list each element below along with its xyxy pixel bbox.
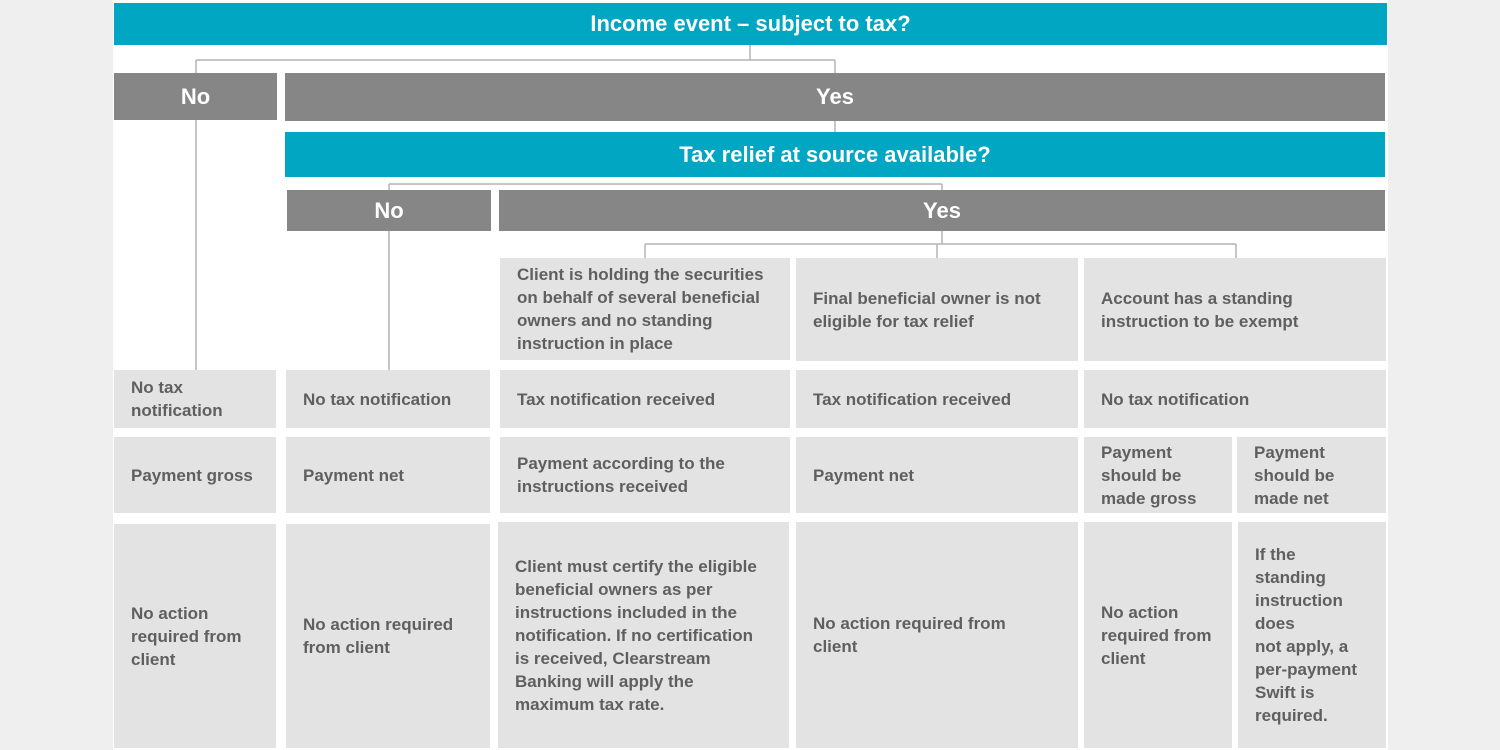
question-income-event: [114, 3, 1387, 45]
condition-standing-instruction-text: Account has a standing instruction to be exempt: [1101, 288, 1299, 331]
action-text-3: Client must certify the eligible beneficial owners as per instructions included in the notification. If no certification is received, Clearstream Banking will apply the maximum tax rate.: [515, 556, 757, 714]
payment-text-2: Payment net: [303, 465, 405, 485]
condition-not-eligible: [796, 258, 1078, 361]
payment-cell-5b: [1237, 437, 1386, 513]
notification-cell-3: [500, 370, 790, 428]
branch-yes-1-label: Yes: [816, 84, 854, 109]
condition-several-owners: [500, 258, 790, 360]
notification-cell-1: [114, 370, 276, 428]
branch-no-2-label: No: [374, 197, 404, 223]
branch-yes-1: [285, 73, 1385, 121]
action-cell-5b: [1238, 522, 1386, 748]
branch-no-2: [287, 190, 491, 231]
payment-text-5a: Payment should be made gross: [1101, 442, 1197, 508]
payment-text-3: Payment according to the instructions received: [517, 454, 725, 496]
payment-text-1: Payment gross: [131, 465, 253, 485]
condition-not-eligible-text: Final beneficial owner is not eligible for tax relief: [813, 288, 1041, 331]
notification-text-2: No tax notification: [303, 389, 452, 409]
branch-no-1: [114, 73, 277, 120]
question-income-event-label: Income event – subject to tax?: [590, 11, 911, 36]
action-cell-4: [796, 522, 1078, 748]
action-text-5b: If the standing instruction does not apply, a per-payment Swift is required.: [1255, 545, 1358, 725]
payment-cell-4: [796, 437, 1078, 513]
payment-text-5b: Payment should be made net: [1254, 442, 1335, 508]
question-tax-relief-label: Tax relief at source available?: [679, 141, 991, 167]
branch-yes-2: [499, 190, 1385, 231]
branch-no-1-label: No: [180, 83, 211, 109]
notification-cell-2: [286, 370, 490, 428]
action-cell-2: [286, 524, 490, 748]
condition-standing-instruction: [1084, 258, 1386, 361]
notification-cell-5: [1084, 370, 1386, 428]
payment-cell-3: [500, 437, 790, 513]
action-cell-1: [114, 524, 276, 748]
action-cell-5a: [1084, 522, 1232, 748]
notification-text-3: Tax notification received: [517, 389, 716, 409]
action-text-1: No action required from client: [131, 603, 242, 669]
flowchart: [113, 0, 1388, 750]
action-text-2: No action required from client: [303, 615, 454, 657]
condition-several-owners-text: Client is holding the securities on behalf of several beneficial owners and no standing instruction in place: [517, 265, 764, 353]
notification-cell-4: [796, 370, 1078, 428]
payment-cell-2: [286, 437, 490, 513]
action-text-4: No action required from client: [813, 614, 1006, 656]
payment-text-4: Payment net: [813, 465, 915, 485]
action-text-5a: No action required from client: [1101, 602, 1212, 668]
question-tax-relief: [285, 132, 1385, 177]
action-cell-3: [498, 522, 789, 748]
payment-cell-1: [114, 437, 276, 513]
notification-text-1: No tax notification: [131, 378, 223, 420]
payment-cell-5a: [1084, 437, 1232, 513]
notification-text-5: No tax notification: [1101, 389, 1250, 409]
notification-text-4: Tax notification received: [813, 389, 1012, 409]
branch-yes-2-label: Yes: [923, 197, 961, 223]
